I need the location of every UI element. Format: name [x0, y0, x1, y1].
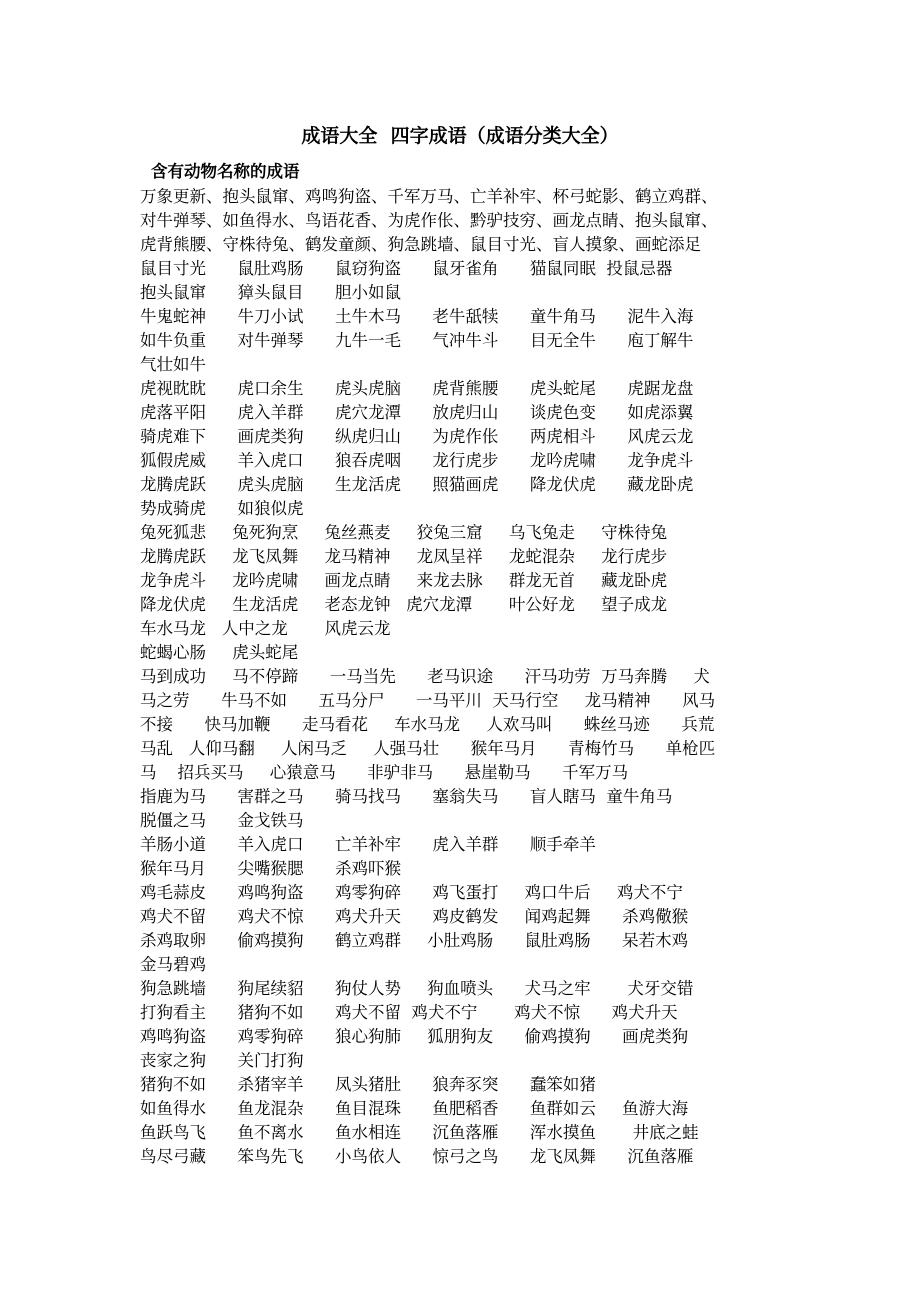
idiom-line: 丧家之狗 关门打狗: [140, 1051, 304, 1070]
idiom-line: 虎落平阳 虎入羊群 虎穴龙潭 放虎归山 谈虎色变 如虎添翼: [140, 403, 694, 422]
idiom-line: 对牛弹琴、如鱼得水、鸟语花香、为虎作伥、黔驴技穷、画龙点睛、抱头鼠窜、: [140, 211, 718, 230]
idiom-line: 虎背熊腰、守株待兔、鹤发童颜、狗急跳墙、鼠目寸光、盲人摸象、画蛇添足: [140, 235, 701, 254]
idiom-line: 狐假虎威 羊入虎口 狼吞虎咽 龙行虎步 龙吟虎啸 龙争虎斗: [140, 451, 694, 470]
idiom-line: 马乱 人仰马翻 人闲马乏 人强马壮 猴年马月 青梅竹马 单枪匹: [140, 739, 716, 758]
idiom-line: 猴年马月 尖嘴猴腮 杀鸡吓猴: [140, 859, 401, 878]
idiom-line: 鼠目寸光 鼠肚鸡肠 鼠窃狗盗 鼠牙雀角 猫鼠同眠 投鼠忌器: [140, 259, 673, 278]
idiom-line: 龙腾虎跃 龙飞凤舞 龙马精神 龙凤呈祥 龙蛇混杂 龙行虎步: [140, 547, 668, 566]
idiom-line: 蛇蝎心肠 虎头蛇尾: [140, 643, 299, 662]
idiom-line: 虎视眈眈 虎口余生 虎头虎脑 虎背熊腰 虎头蛇尾 虎踞龙盘: [140, 379, 694, 398]
idiom-line: 不接 快马加鞭 走马看花 车水马龙 人欢马叫 蛛丝马迹 兵荒: [140, 715, 715, 734]
idiom-line: 气壮如牛: [140, 355, 206, 374]
idiom-line: 降龙伏虎 生龙活虎 老态龙钟 虎穴龙潭 叶公好龙 望子成龙: [140, 595, 668, 614]
idiom-line: 金马碧鸡: [140, 955, 206, 974]
idiom-line: 鸡鸣狗盗 鸡零狗碎 狼心狗肺 狐朋狗友 偷鸡摸狗 画虎类狗: [140, 1027, 689, 1046]
idiom-line: 鸟尽弓藏 笨鸟先飞 小鸟依人 惊弓之鸟 龙飞凤舞 沉鱼落雁: [140, 1147, 694, 1166]
idiom-line: 如牛负重 对牛弹琴 九牛一毛 气冲牛斗 目无全牛 庖丁解牛: [140, 331, 694, 350]
idiom-line: 羊肠小道 羊入虎口 亡羊补牢 虎入羊群 顺手牵羊: [140, 835, 596, 854]
idiom-line: 龙争虎斗 龙吟虎啸 画龙点睛 来龙去脉 群龙无首 藏龙卧虎: [140, 571, 668, 590]
idiom-line: 龙腾虎跃 虎头虎脑 生龙活虎 照猫画虎 降龙伏虎 藏龙卧虎: [140, 475, 694, 494]
idiom-line: 势成骑虎 如狼似虎: [140, 499, 304, 518]
idiom-line: 万象更新、抱头鼠窜、鸡鸣狗盗、千军万马、亡羊补牢、杯弓蛇影、鹤立鸡群、: [140, 187, 718, 206]
section-heading: 含有动物名称的成语: [151, 162, 300, 181]
idiom-line: 狗急跳墙 狗尾续貂 狗仗人势 狗血喷头 犬马之牢 犬牙交错: [140, 979, 694, 998]
idiom-line: 脱僵之马 金戈铁马: [140, 811, 304, 830]
document-title: 成语大全 四字成语（成语分类大全）: [301, 125, 619, 147]
idiom-line: 打狗看主 猪狗不如 鸡犬不留 鸡犬不宁 鸡犬不惊 鸡犬升天: [140, 1003, 678, 1022]
idiom-line: 兔死狐悲 兔死狗烹 兔丝燕麦 狡兔三窟 乌飞兔走 守株待兔: [140, 523, 668, 542]
idiom-line: 抱头鼠窜 獐头鼠目 胆小如鼠: [140, 283, 401, 302]
idiom-line: 鸡犬不留 鸡犬不惊 鸡犬升天 鸡皮鹤发 闻鸡起舞 杀鸡儆猴: [140, 907, 689, 926]
idiom-line: 牛鬼蛇神 牛刀小试 土牛木马 老牛舐犊 童牛角马 泥牛入海: [140, 307, 694, 326]
idiom-line: 马到成功 马不停蹄 一马当先 老马识途 汗马功劳 万马奔腾 犬: [140, 667, 710, 686]
idiom-line: 鱼跃鸟飞 鱼不离水 鱼水相连 沉鱼落雁 浑水摸鱼 井底之蛙: [140, 1123, 699, 1142]
idiom-line: 鸡毛蒜皮 鸡鸣狗盗 鸡零狗碎 鸡飞蛋打 鸡口牛后 鸡犬不宁: [140, 883, 683, 902]
idiom-line: 指鹿为马 害群之马 骑马找马 塞翁失马 盲人瞎马 童牛角马: [140, 787, 673, 806]
idiom-list: [140, 185, 800, 1169]
idiom-line: 杀鸡取卵 偷鸡摸狗 鹤立鸡群 小肚鸡肠 鼠肚鸡肠 呆若木鸡: [140, 931, 689, 950]
idiom-line: 马之劳 牛马不如 五马分尸 一马平川 天马行空 龙马精神 风马: [140, 691, 716, 710]
idiom-line: 马 招兵买马 心猿意马 非驴非马 悬崖勒马 千军万马: [140, 763, 629, 782]
idiom-line: 车水马龙 人中之龙 风虎云龙: [140, 619, 391, 638]
idiom-line: 如鱼得水 鱼龙混杂 鱼目混珠 鱼肥稻香 鱼群如云 鱼游大海: [140, 1099, 689, 1118]
idiom-line: 骑虎难下 画虎类狗 纵虎归山 为虎作伥 两虎相斗 风虎云龙: [140, 427, 694, 446]
idiom-line: 猪狗不如 杀猪宰羊 凤头猪肚 狼奔豕突 蠢笨如猪: [140, 1075, 596, 1094]
